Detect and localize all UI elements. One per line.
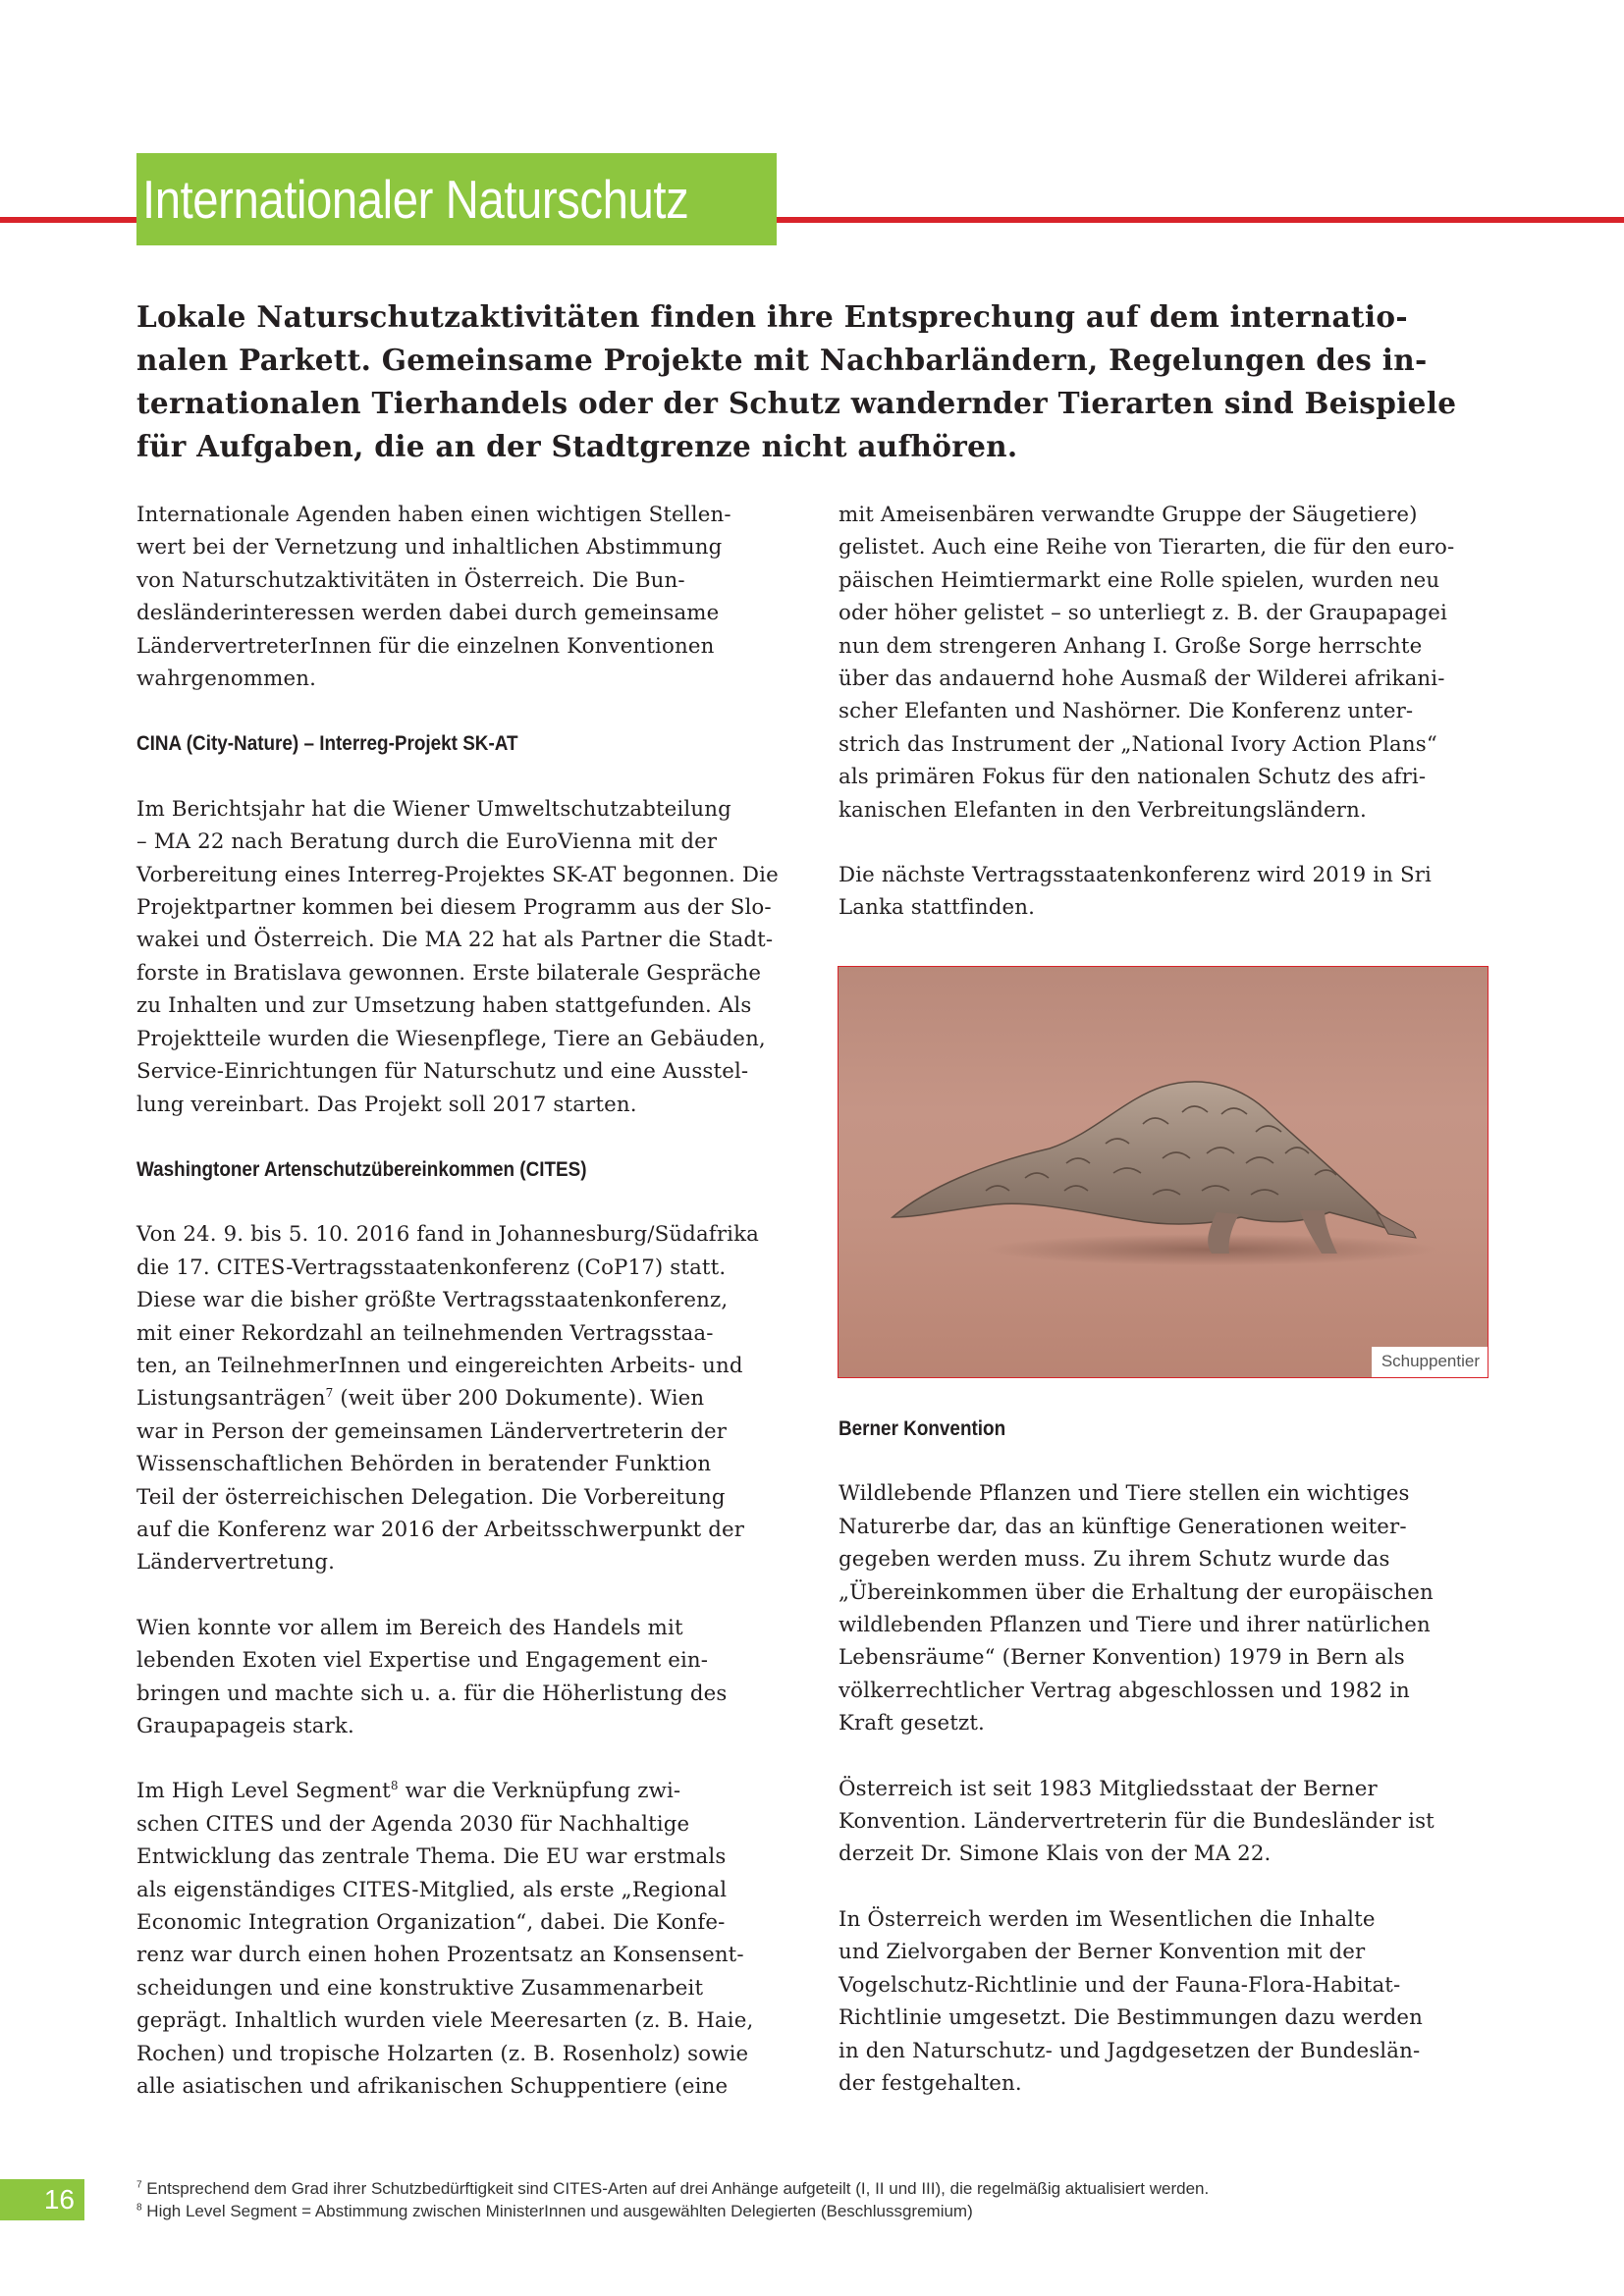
cites-heading: Washingtoner Artenschutzübereinkommen (CITES) xyxy=(136,1157,587,1181)
left-column xyxy=(136,499,785,2135)
lead-paragraph: Lokale Naturschutzaktivitäten finden ihre Entsprechung auf dem internatio- nalen Parkett. Gemeinsame Projekte mit Nachbarländern, Regelungen des in- ternationalen Tierhandels oder der Schutz wandernder Tierarten sind Beispiele für Aufgaben, die an der Stadtgrenze nicht aufhören. xyxy=(136,299,1457,463)
footnote-ref-8: 8 xyxy=(390,1779,399,1793)
intro-paragraph: Internationale Agenden haben einen wichtigen Stellen- wert bei der Vernetzung und inhaltlichen Abstimmung von Naturschutzaktivitäten in Österreich. Die Bun- desländerinteressen werden dabei durch gemeinsame LändervertreterInnen für die einzelnen Konventionen wahrgenommen. xyxy=(136,503,731,692)
berner-heading: Berner Konvention xyxy=(839,1417,1006,1440)
photo-caption: Schuppentier xyxy=(1372,1347,1488,1377)
page-title: Internationaler Naturschutz xyxy=(142,169,689,230)
berner-paragraph-3: In Österreich werden im Wesentlichen die Inhalte und Zielvorgaben der Berner Konvention mit der Vogelschutz-Richtlinie und der Fauna-Flora-Habitat- Richtlinie umgesetzt. Die Bestimmungen dazu werden in den Naturschutz- und Jagdgesetzen der Bundeslän- der festgehalten. xyxy=(839,1906,1423,2096)
page-number: 16 xyxy=(0,2179,84,2220)
footnote-8: $^8$ High Level Segment = Abstimmung zwischen MinisterInnen und ausgewählten Delegierten (Beschlussgremium) xyxy=(136,2202,973,2220)
cites-continuation-paragraph: mit Ameisenbären verwandte Gruppe der Säugetiere) gelistet. Auch eine Reihe von Tierarten, die für den euro- päischen Heimtiermarkt eine Rolle spielen, wurden neu oder höher gelistet – so unterliegt z. B. der Graupapagei nun dem strengeren Anhang I. Große Sorge herrschte über das andauernd hohe Ausmaß der Wilderei afrikani- scher Elefanten und Nashörner. Die Konferenz unter- strich das Instrument der „National Ivory Action Plans“ als primären Fokus für den nationalen Schutz des afri- kanischen Elefanten in den Verbreitungsländern. xyxy=(839,503,1455,823)
footnote-ref-7: 7 xyxy=(325,1386,334,1401)
footnotes xyxy=(136,2177,1511,2222)
berner-paragraph-1: Wildlebende Pflanzen und Tiere stellen ein wichtiges Naturerbe dar, das an künftige Generationen weiter- gegeben werden muss. Zu ihrem Schutz wurde das „Übereinkommen über die Erhaltung der europäischen wildlebenden Pflanzen und Tiere und ihrer natürlichen Lebensräume“ (Berner Konvention) 1979 in Bern als völkerrechtlicher Vertrag abgeschlossen und 1982 in Kraft gesetzt. xyxy=(839,1481,1434,1736)
pangolin-illustration xyxy=(839,967,1489,1378)
next-conference-paragraph: Die nächste Vertragsstaatenkonferenz wird 2019 in Sri Lanka stattfinden. xyxy=(839,863,1432,921)
right-column xyxy=(839,499,1487,957)
pangolin-photo xyxy=(838,966,1489,1378)
cina-heading: CINA (City-Nature) – Interreg-Projekt SK-AT xyxy=(136,732,518,756)
cites-paragraph-3: Im High Level Segment$^8$ war die Verknüpfung zwi- schen CITES und der Agenda 2030 für Nachhaltige Entwicklung das zentrale Thema. Die EU war erstmals als eigenständiges CITES-Mitglied, als erste „Regional Economic Integration Organization“, dabei. Die Konfe- renz war durch einen hohen Prozentsatz an Konsensent- scheidungen und eine konstruktive Zusammenarbeit geprägt. Inhaltlich wurden viele Meeresarten (z. B. Haie, Rochen) und tropische Holzarten (z. B. Rosenholz) sowie alle asiatischen und afrikanischen Schuppentiere (eine xyxy=(136,1779,754,2100)
berner-paragraph-2: Österreich ist seit 1983 Mitgliedsstaat der Berner Konvention. Ländervertreterin für die Bundesländer ist derzeit Dr. Simone Klais von der MA 22. xyxy=(839,1776,1435,1867)
cites-paragraph-1: Von 24. 9. bis 5. 10. 2016 fand in Johannesburg/Südafrika die 17. CITES-Vertragsstaatenkonferenz (CoP17) statt. Diese war die bisher größte Vertragsstaatenkonferenz, mit einer Rekordzahl an teilnehmenden Vertragsstaa- ten, an TeilnehmerInnen und eingereichten Arbeits- und Listungsanträgen$^7$ (weit über 200 Dokumente). Wien war in Person der gemeinsamen Ländervertreterin der Wissenschaftlichen Behörden in beratender Funktion Teil der österreichischen Delegation. Die Vorbereitung auf die Konferenz war 2016 der Arbeitsschwerpunkt der Ländervertretung. xyxy=(136,1222,760,1575)
cites-paragraph-2: Wien konnte vor allem im Bereich des Handels mit lebenden Exoten viel Expertise und Engagement ein- bringen und machte sich u. a. für die Höherlistung des Graupapageis stark. xyxy=(136,1615,728,1738)
cina-paragraph: Im Berichtsjahr hat die Wiener Umweltschutzabteilung – MA 22 nach Beratung durch die EuroVienna mit der Vorbereitung eines Interreg-Projektes SK-AT begonnen. Die Projektpartner kommen bei diesem Programm aus der Slo- wakei und Österreich. Die MA 22 hat als Partner die Stadt- forste in Bratislava gewonnen. Erste bilaterale Gespräche zu Inhalten und zur Umsetzung haben stattgefunden. Als Projektteile wurden die Wiesenpflege, Tiere an Gebäuden, Service-Einrichtungen für Naturschutz und eine Ausstel- lung vereinbart. Das Projekt soll 2017 starten. xyxy=(136,796,779,1117)
footnote-7: $^7$ Entsprechend dem Grad ihrer Schutzbedürftigkeit sind CITES-Arten auf drei Anhänge aufgeteilt (I, II und III), die regelmäßig aktualisiert werden. xyxy=(136,2179,1210,2198)
berner-section xyxy=(839,1413,1487,2132)
title-banner xyxy=(136,153,777,245)
